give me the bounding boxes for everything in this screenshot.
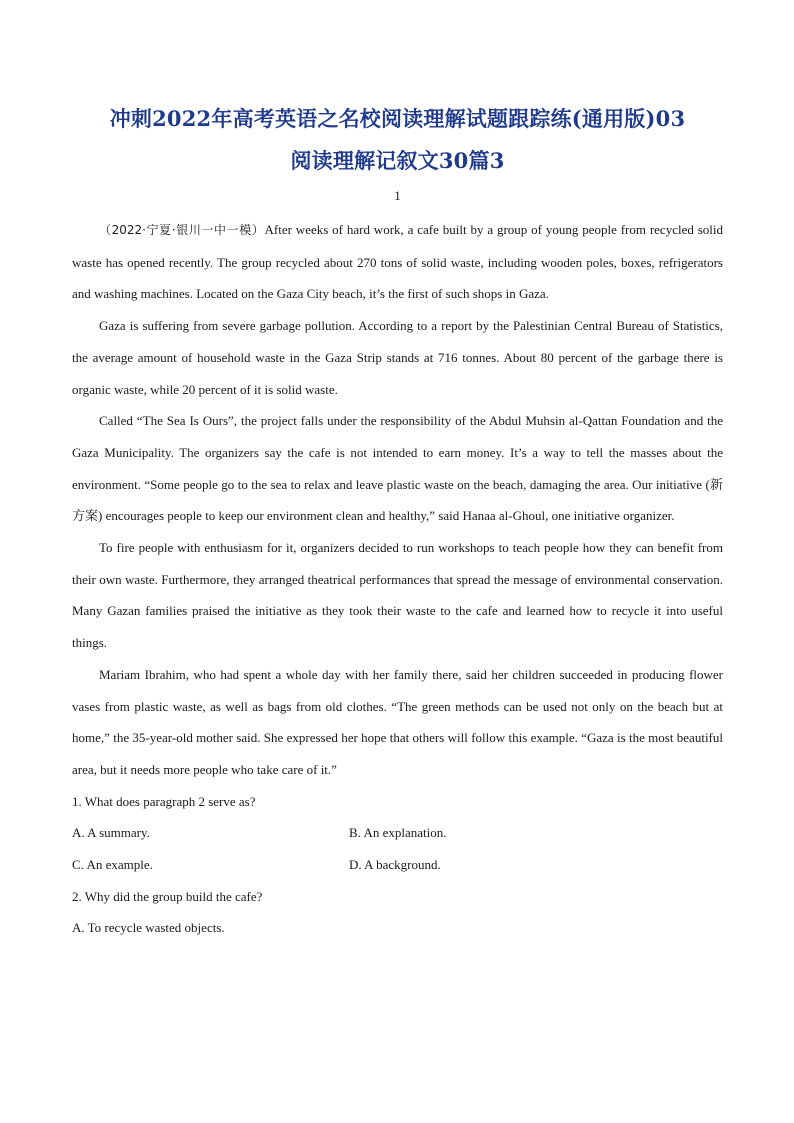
paragraph-1-text: After weeks of hard work, a cafe built by a group of young people from recycled solid waste has opened recently. The group recycled about 270 tons of solid waste, including wooden poles, boxes, refrigerators and washing machines. Located on the Gaza City beach, it’s the first of such shops in Gaza. — [72, 222, 724, 302]
paragraph-3: Called “The Sea Is Ours”, the project falls under the responsibility of the Abdul Muhsin al-Qattan Foundation and the Gaza Municipality. The organizers say the cafe is not intended to earn money. It’s a way to tell the masses about the environment. “Some people go to the sea to relax and leave plastic waste on the beach, damaging the area. Our initiative (新方案) encourages people to keep our environment clean and healthy,” said Hanaa al-Ghoul, one initiative organizer. — [72, 413, 723, 524]
title-line-2: 阅读理解记叙文30篇3 — [290, 148, 505, 173]
questions — [72, 786, 723, 945]
paragraph-1 — [72, 214, 723, 310]
question-1-options-row-2 — [72, 849, 723, 881]
document-page — [72, 98, 723, 944]
question-1-option-a: A. A summary. — [72, 825, 150, 841]
paragraph-4: To fire people with enthusiasm for it, organizers decided to run workshops to teach people how they can benefit from their own waste. Furthermore, they arranged theatrical performances that spread the message of environmental conservation. Many Gazan families praised the initiative as they took their waste to the cafe and learned how to recycle it into useful things. — [72, 540, 723, 651]
passage-number: 1 — [394, 188, 401, 203]
question-1-option-b: B. An explanation. — [349, 825, 447, 841]
source-note: （2022·宁夏·银川一中一模） — [99, 223, 265, 237]
paragraph-2: Gaza is suffering from severe garbage pollution. According to a report by the Palestinian Central Bureau of Statistics, the average amount of household waste in the Gaza Strip stands at 716 tonnes. About 80 percent of the garbage there is organic waste, while 20 percent of it is solid waste. — [72, 318, 723, 397]
document-title — [72, 98, 723, 182]
question-1-options-row-1 — [72, 817, 723, 849]
question-2-option-a: A. To recycle wasted objects. — [72, 920, 225, 936]
question-1-option-c: C. An example. — [72, 857, 153, 873]
passage — [72, 214, 723, 786]
title-line-1: 冲刺2022年高考英语之名校阅读理解试题跟踪练(通用版)03 — [109, 106, 686, 131]
paragraph-5: Mariam Ibrahim, who had spent a whole day with her family there, said her children succeeded in producing flower vases from plastic waste, as well as bags from old clothes. “The green methods can be used not only on the beach but at home,” the 35-year-old mother said. She expressed her hope that others will follow this example. “Gaza is the most beautiful area, but it needs more people who take care of it.” — [72, 666, 723, 777]
question-1-option-d: D. A background. — [349, 857, 441, 873]
question-1-stem: 1. What does paragraph 2 serve as? — [72, 793, 256, 809]
question-2-stem: 2. Why did the group build the cafe? — [72, 888, 263, 904]
